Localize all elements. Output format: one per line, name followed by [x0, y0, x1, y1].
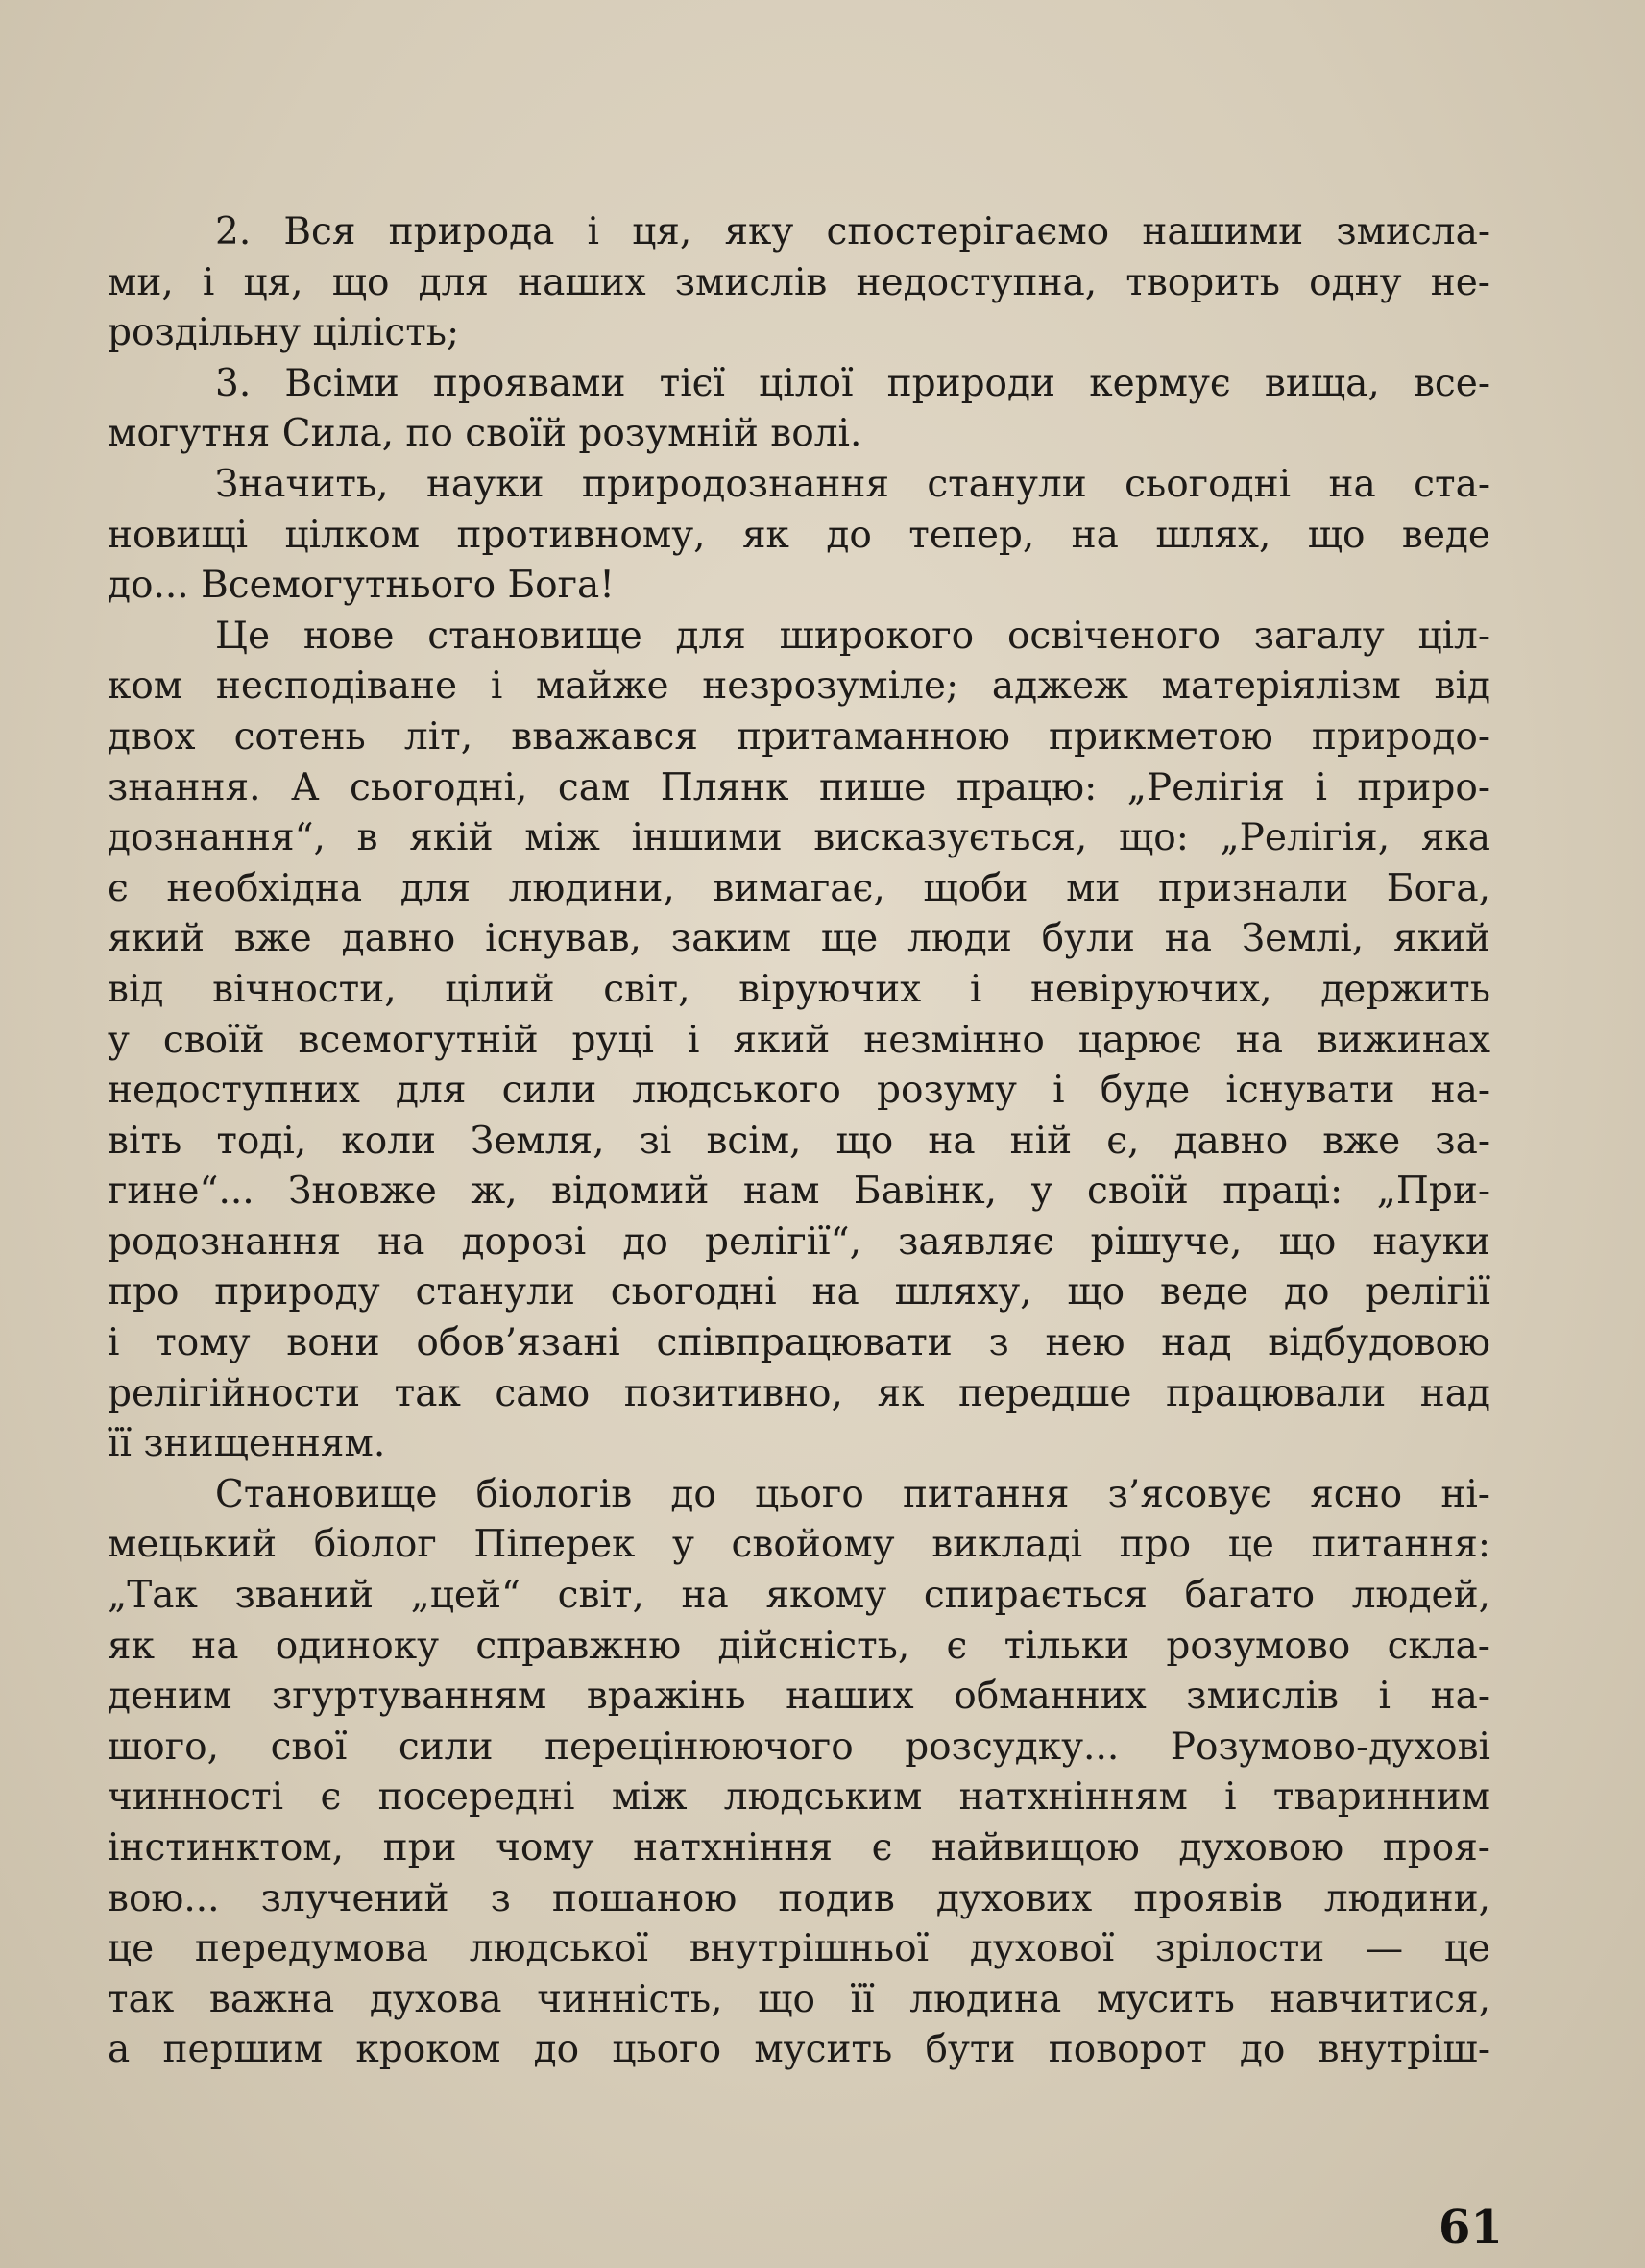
- text-line: який вже давно існував, заким ще люди були на Землі, який: [108, 917, 1490, 961]
- text-line: релігійности так само позитивно, як передше працювали над: [108, 1371, 1490, 1415]
- text-line: могутня Сила, по своїй розумній волі.: [108, 412, 862, 456]
- text-line: „Так званий „цей“ світ, на якому спирається багато людей,: [108, 1574, 1490, 1618]
- text-line: у своїй всемогутній руці і який незмінно царює на вижинах: [108, 1018, 1490, 1062]
- text-line: родознання на дорозі до релігії“, заявляє рішуче, що науки: [108, 1219, 1490, 1264]
- text-line: недоступних для сили людського розуму і буде існувати на-: [108, 1069, 1490, 1113]
- text-line: є необхідна для людини, вимагає, щоби ми признали Бога,: [108, 866, 1490, 910]
- text-line: а першим кроком до цього мусить бути поворот до внутріш-: [108, 2028, 1490, 2072]
- page-number: 61: [1439, 2201, 1503, 2255]
- page-body-text: [108, 207, 1490, 2076]
- text-line: це передумова людської внутрішньої духової зрілости — це: [108, 1927, 1490, 1971]
- text-line: до... Всемогутнього Бога!: [108, 564, 615, 608]
- text-line: так важна духова чинність, що її людина мусить навчитися,: [108, 1977, 1490, 2021]
- text-line: гине“... Зновже ж, відомий нам Бавінк, у своїй праці: „При-: [108, 1170, 1490, 1214]
- text-line: чинності є посередні між людським натхнінням і тваринним: [108, 1775, 1490, 1820]
- text-line: дознання“, в якій між іншими висказується, що: „Релігія, яка: [108, 816, 1490, 860]
- text-line: і тому вони обов’язані співпрацювати з нею над відбудовою: [108, 1321, 1490, 1365]
- text-line: її знищенням.: [108, 1422, 386, 1466]
- text-line: віть тоді, коли Земля, зі всім, що на ній є, давно вже за-: [108, 1119, 1490, 1163]
- text-line: мецький біолог Піперек у свойому викладі про це питання:: [108, 1523, 1490, 1567]
- text-line: 2. Вся природа і ця, яку спостерігаємо нашими змисла-: [215, 210, 1490, 253]
- text-line: ми, і ця, що для наших змислів недоступна, творить одну не-: [108, 260, 1490, 304]
- text-line: знання. А сьогодні, сам Плянк пише працю: „Релігія і приро-: [108, 765, 1490, 809]
- text-line: від вічности, цілий світ, віруючих і невіруючих, держить: [108, 967, 1490, 1011]
- text-line: інстинктом, при чому натхніння є найвищою духовою проя-: [108, 1826, 1490, 1870]
- text-line: двох сотень літ, вважався притаманною прикметою природо-: [108, 714, 1490, 759]
- text-line: Це нове становище для широкого освіченого загалу ціл-: [215, 614, 1490, 658]
- text-line: ком несподіване і майже незрозуміле; аджеж матеріялізм від: [108, 664, 1490, 709]
- text-line: Значить, науки природознання станули сьогодні на ста-: [215, 462, 1490, 506]
- text-line: новищі цілком противному, як до тепер, на шлях, що веде: [108, 513, 1490, 557]
- text-line: як на одиноку справжню дійсність, є тільки розумово скла-: [108, 1624, 1490, 1668]
- text-line: вою... злучений з пошаною подив духових проявів людини,: [108, 1876, 1490, 1920]
- text-line: про природу станули сьогодні на шляху, що веде до релігії: [108, 1270, 1490, 1315]
- text-line: 3. Всіми проявами тієї цілої природи кермує вища, все-: [215, 361, 1490, 405]
- text-line: шого, свої сили перецінюючого розсудку... Розумово-духові: [108, 1725, 1490, 1769]
- text-line: деним згуртуванням вражінь наших обманних змислів і на-: [108, 1675, 1490, 1719]
- text-line: роздільну цілість;: [108, 311, 460, 355]
- text-line: Становище біологів до цього питання з’ясовує ясно ні-: [215, 1472, 1490, 1516]
